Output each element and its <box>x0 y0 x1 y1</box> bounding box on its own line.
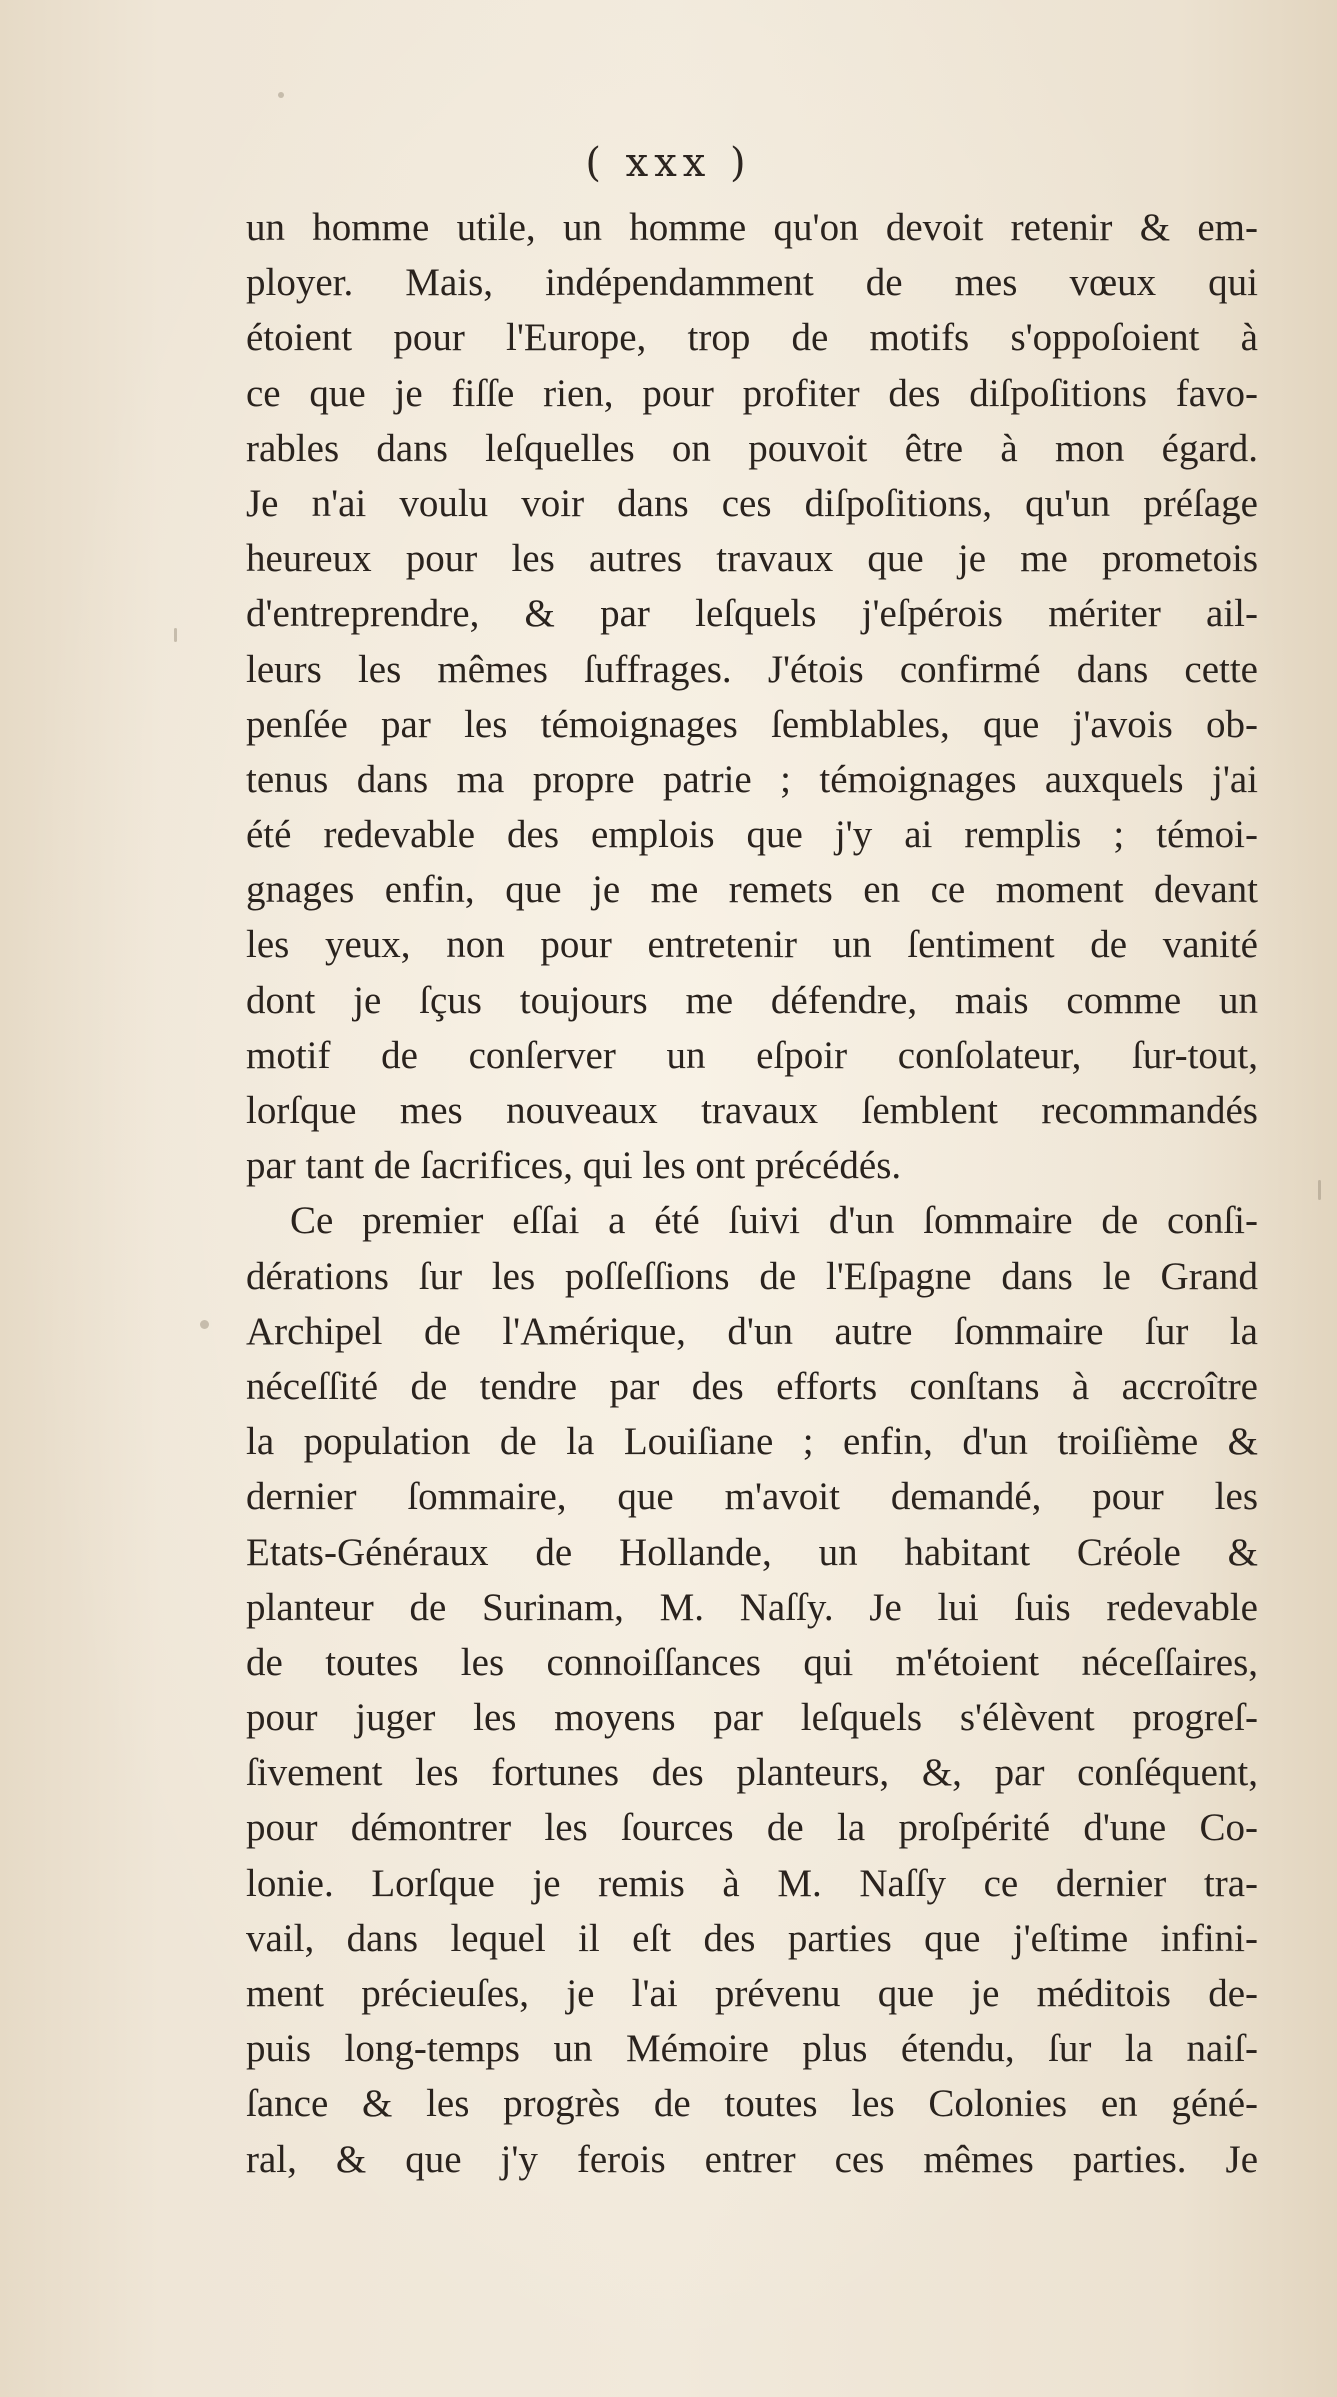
body-text <box>246 200 1258 2187</box>
text-line: penſée par les témoignages ſemblables, que j'avois ob- <box>246 702 1258 746</box>
text-line: néceſſité de tendre par des efforts conſtans à accroître <box>246 1364 1258 1408</box>
text-line: dérations ſur les poſſeſſions de l'Eſpagne dans le Grand <box>246 1254 1258 1298</box>
text-line: gnages enfin, que je me remets en ce moment devant <box>246 868 1258 912</box>
text-line: ral, & que j'y ferois entrer ces mêmes parties. Je <box>246 2137 1258 2181</box>
text-line: dernier ſommaire, que m'avoit demandé, pour les <box>246 1475 1258 1519</box>
text-line: étoient pour l'Europe, trop de motifs s'oppoſoient à <box>246 316 1258 360</box>
page-number-header: ( xxx ) <box>585 140 752 186</box>
text-line: pour juger les moyens par leſquels s'élèvent progreſ- <box>246 1696 1258 1740</box>
text-line: de toutes les connoiſſances qui m'étoient néceſſaires, <box>246 1640 1258 1684</box>
text-line: planteur de Surinam, M. Naſſy. Je lui ſuis redevable <box>246 1585 1258 1629</box>
text-line: heureux pour les autres travaux que je me prometois <box>246 537 1258 581</box>
text-line: été redevable des emplois que j'y ai remplis ; témoi- <box>246 813 1258 857</box>
text-line: Archipel de l'Amérique, d'un autre ſommaire ſur la <box>246 1309 1258 1353</box>
text-line: dont je ſçus toujours me défendre, mais comme un <box>246 978 1258 1022</box>
text-line: Etats-Généraux de Hollande, un habitant Créole & <box>246 1530 1258 1574</box>
text-line: un homme utile, un homme qu'on devoit retenir & em- <box>246 206 1258 249</box>
text-line: tenus dans ma propre patrie ; témoignages auxquels j'ai <box>246 757 1258 801</box>
text-line: ſance & les progrès de toutes les Colonies en géné- <box>246 2082 1258 2126</box>
text-line: lorſque mes nouveaux travaux ſemblent recommandés <box>246 1089 1258 1132</box>
text-line: ſivement les fortunes des planteurs, &, par conſéquent, <box>246 1751 1258 1795</box>
text-line: rables dans leſquelles on pouvoit être à mon égard. <box>246 426 1258 470</box>
text-line: puis long-temps un Mémoire plus étendu, ſur la naiſ- <box>246 2027 1258 2071</box>
text-line: par tant de ſacrifices, qui les ont précédés. <box>246 1144 902 1188</box>
text-line: leurs les mêmes ſuffrages. J'étois confirmé dans cette <box>246 647 1258 691</box>
paper-speck <box>278 92 284 98</box>
text-line: lonie. Lorſque je remis à M. Naſſy ce dernier tra- <box>246 1861 1258 1905</box>
text-line: ment précieuſes, je l'ai prévenu que je méditois de- <box>246 1972 1258 2015</box>
text-line: pour démontrer les ſources de la proſpérité d'une Co- <box>246 1806 1258 1850</box>
text-line: Je n'ai voulu voir dans ces diſpoſitions, qu'un préſage <box>246 481 1258 525</box>
text-line: la population de la Louiſiane ; enfin, d'un troiſième & <box>246 1420 1258 1464</box>
text-line: les yeux, non pour entretenir un ſentiment de vanité <box>246 923 1258 967</box>
text-line: d'entreprendre, & par leſquels j'eſpérois mériter ail- <box>246 592 1258 636</box>
text-line: ployer. Mais, indépendamment de mes vœux qui <box>246 261 1258 305</box>
paper-speck <box>200 1320 209 1329</box>
paper-speck <box>1318 1180 1321 1200</box>
paper-speck <box>174 628 177 642</box>
paragraph-first-line: Ce premier eſſai a été ſuivi d'un ſommaire de conſi- <box>290 1199 1258 1243</box>
text-line: motif de conſerver un eſpoir conſolateur, ſur-tout, <box>246 1033 1258 1077</box>
text-line: ce que je fiſſe rien, pour profiter des diſpoſitions favo- <box>246 371 1258 415</box>
text-line: vail, dans lequel il eſt des parties que j'eſtime infini- <box>246 1916 1258 1960</box>
